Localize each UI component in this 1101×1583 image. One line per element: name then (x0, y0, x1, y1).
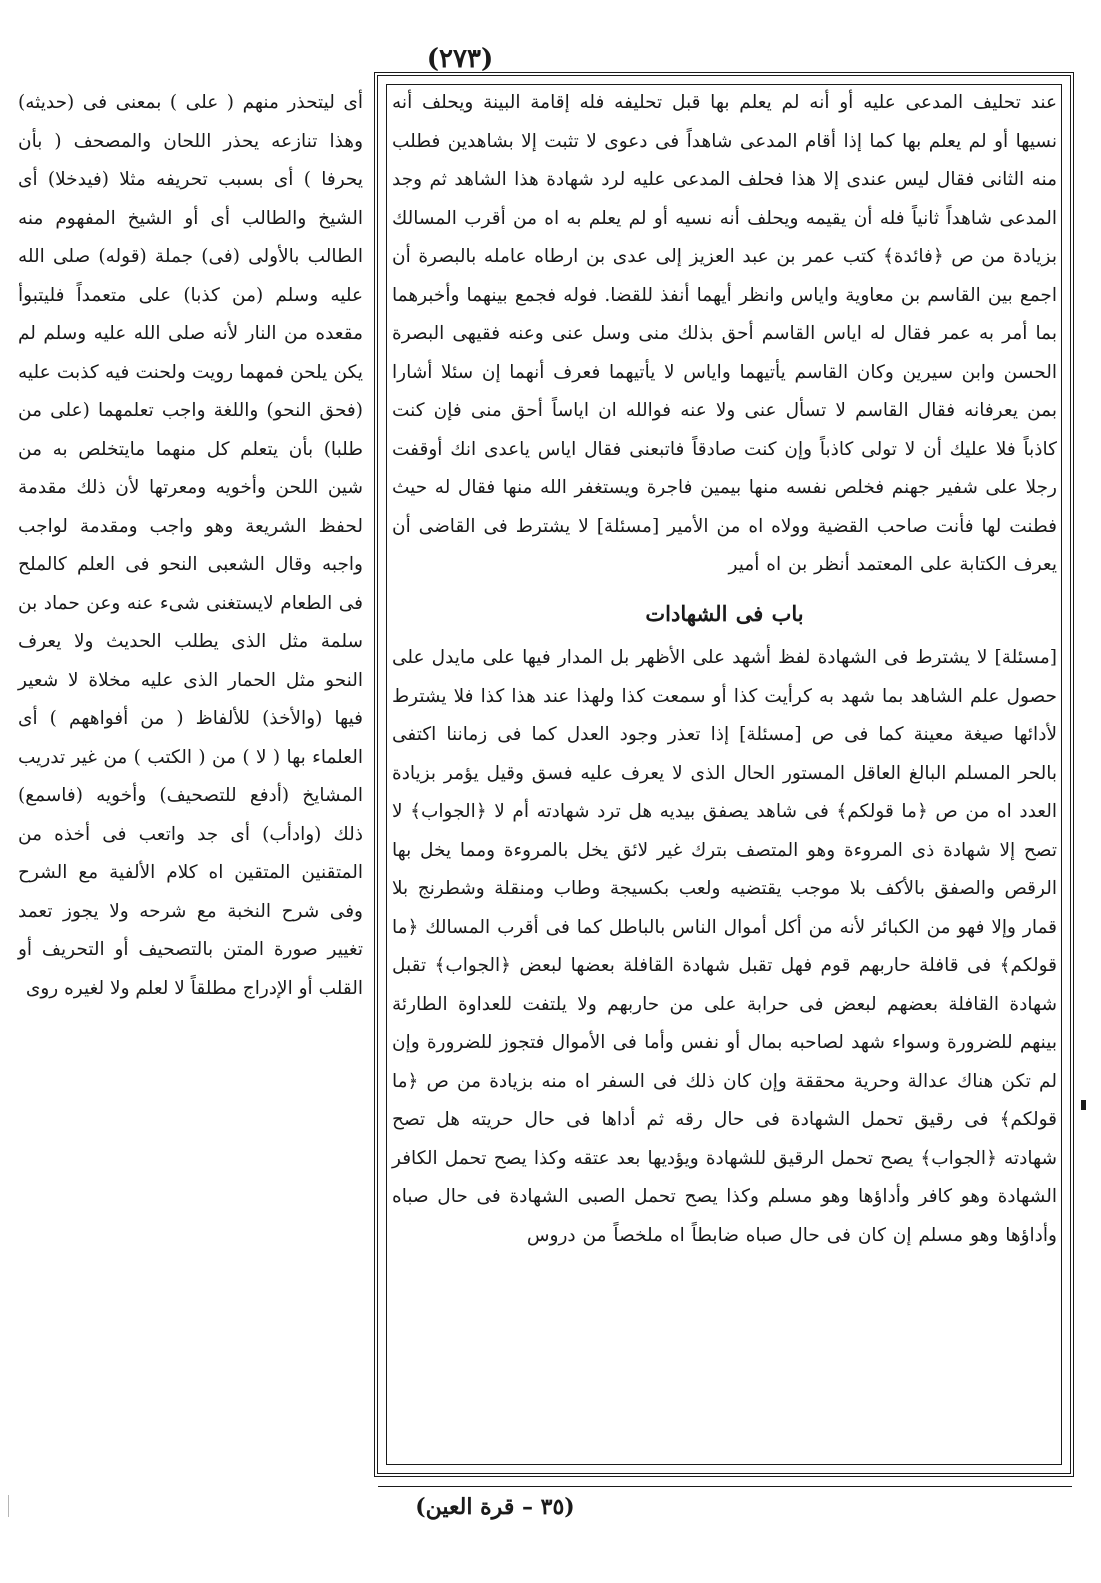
footer-signature: (٣٥ – قرة العين) (415, 1494, 575, 1520)
page-number: (٢٧٣) (426, 44, 494, 74)
footer-rule (378, 1486, 1072, 1487)
edge-mark (1081, 1100, 1086, 1110)
chapter-heading: باب فى الشهادات (645, 600, 804, 626)
side-column-text: أى ليتحذر منهم ( على ) بمعنى فى (حديثه) وهذا تنازعه يحذر اللحان والمصحف ( بأن يحرفا ) أى بسبب تحريفه مثلا (فيدخلا) أى الشيخ والطالب أى أو الشيخ المفهوم منه الطالب بالأولى (فى) جملة (قوله) صلى الله عليه وسلم (من كذبا) على متعمداً فليتبوأ مقعده من النار لأنه صلى الله عليه وسلم لم يكن يلحن فمهما رويت ولحنت فيه كذبت عليه (فحق النحو) واللغة واجب تعلمهما (على من طلبا) بأن يتعلم كل منهما مايتخلص به من شين اللحن وأخويه ومعرتها لأن ذلك مقدمة لحفظ الشريعة وهو واجب ومقدمة لواجب واجبه وقال الشعبى النحو فى العلم كالملح فى الطعام لايستغنى شىء عنه وعن حماد بن سلمة مثل الذى يطلب الحديث ولا يعرف النحو مثل الحمار الذى عليه مخلاة لا شعير فيها (والأخذ) للألفاظ ( من أفواههم ) أى العلماء بها ( لا ) من ( الكتب ) من غير تدريب المشايخ (أدفع للتصحيف) وأخويه (فاسمع) ذلك (وادأب) أى جد واتعب فى أخذه من المتقنين المتقين اه كلام الألفية مع الشرح وفى شرح النخبة مع شرحه ولا يجوز تعمد تغيير صورة المتن بالتصحيف أو التحريف أو القلب أو الإدراج مطلقاً لا لعلم ولا لغيره روى (18, 92, 363, 999)
margin-tick (8, 1495, 9, 1517)
main-paragraph-2: [مسئلة] لا يشترط فى الشهادة لفظ أشهد على الأظهر بل المدار فيها على مايدل على حصول علم الشاهد بما شهد به كرأيت كذا أو سمعت كذا ولهذا عند هذا كذا فلا يشترط لأدائها صيغة معينة كما فى ص [مسئلة] إذا تعذر وجود العدل كما فى زماننا اكتفى بالحر المسلم البالغ العاقل المستور الحال الذى لا يعرف عليه فسق وقيل يؤمر بزيادة العدد اه من ص ﴿ما قولكم﴾ فى شاهد يصفق بيديه هل ترد شهادته أم لا ﴿الجواب﴾ لا تصح إلا شهادة ذى المروءة وهو المتصف بترك غير لائق يخل بالمروءة ومما يخل بها الرقص والصفق بالأكف بلا موجب يقتضيه ولعب بكسيجة وطاب ومنقلة وشطرنج بلا قمار وإلا فهو من الكبائر لأنه من أكل أموال الناس بالباطل كما فى أقرب المسالك ﴿ما قولكم﴾ فى قافلة حاربهم قوم فهل تقبل شهادة القافلة بعضها لبعض ﴿الجواب﴾ تقبل شهادة القافلة بعضهم لبعض فى حرابة على من حاربهم ولا يلتفت للعداوة الطارئة بينهم للضرورة وسواء شهد لصاحبه بمال أو نفس وأما فى الأموال فتجوز للضرورة وإن لم تكن هناك عدالة وحرية محققة وإن كان ذلك فى السفر اه منه بزيادة من ص ﴿ما قولكم﴾ فى رقيق تحمل الشهادة فى حال رقه ثم أداها فى حال حريته هل تصح شهادته ﴿الجواب﴾ يصح تحمل الرقيق للشهادة ويؤديها بعد عتقه وكذا يصح تحمل الكافر الشهادة وهو كافر وأداؤها وهو مسلم وكذا يصح تحمل الصبى الشهادة فى حال صباه وأداؤها وهو مسلم إن كان فى حال صباه ضابطاً اه ملخصاً من دروس (392, 647, 1057, 1246)
main-paragraph-1: عند تحليف المدعى عليه أو أنه لم يعلم بها قبل تحليفه فله إقامة البينة ويحلف أنه نسيها أو لم يعلم بها كما إذا أقام المدعى شاهداً فى دعوى لا تثبت إلا بشاهدين فطلب منه الثانى فقال ليس عندى إلا هذا فحلف المدعى عليه لرد شهادة هذا الشاهد ثم وجد المدعى شاهداً ثانياً فله أن يقيمه ويحلف أنه نسيه أو لم يعلم به اه من أقرب المسالك بزيادة من ص ﴿فائدة﴾ كتب عمر بن عبد العزيز إلى عدى بن ارطاه عامله بالبصرة أن اجمع بين القاسم بن معاوية واياس وانظر أيهما أنفذ للقضا. فوله فجمع بينهما وأخبرهما بما أمر به عمر فقال له اياس القاسم أحق بذلك منى وسل عنى وعنه فقيهى البصرة الحسن وابن سيرين وكان القاسم يأتيهما واياس لا يأتيهما فعرف أنهما إن سئلا أشارا بمن يعرفانه فقال القاسم لا تسأل عنى ولا عنه فوالله ان اياساً أحق منى فإن كنت كاذباً فلا عليك أن لا تولى كاذباً وإن كنت صادقاً فاتبعنى فقال اياس ياعدى انك أوقفت رجلا على شفير جهنم فخلص نفسه منها بيمين فاجرة ويستغفر الله منها فقال له حيث فطنت لها فأنت صاحب القضية وولاه اه من الأمير [مسئلة] لا يشترط فى القاضى أن يعرف الكتابة على المعتمد أنظر بن اه أمير (392, 92, 1057, 575)
main-column-text (392, 84, 1057, 1255)
